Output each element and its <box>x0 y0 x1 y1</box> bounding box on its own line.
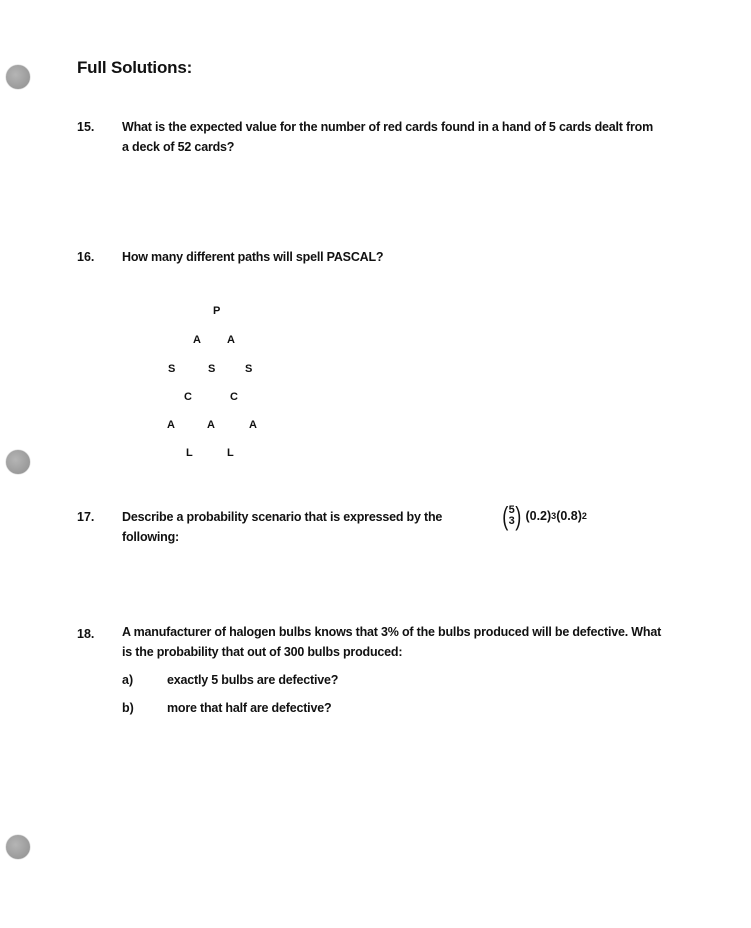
pascal-letter: P <box>213 305 221 317</box>
pascal-letter: L <box>186 447 193 459</box>
subpart-a-text: exactly 5 bulbs are defective? <box>167 673 339 687</box>
binomial-expression <box>501 503 587 529</box>
binder-hole-bottom <box>6 835 30 859</box>
binder-hole-top <box>6 65 30 89</box>
question-18-text: A manufacturer of halogen bulbs knows that 3% of the bulbs produced will be defective. What is the probability that out of 300 bulbs produced: <box>122 625 662 659</box>
subpart-a-label: a) <box>122 673 134 687</box>
question-15-number: 15. <box>77 120 95 134</box>
pascal-letter: A <box>207 419 215 431</box>
question-15-text: What is the expected value for the number of red cards found in a hand of 5 cards dealt from a deck of 52 cards? <box>122 120 654 154</box>
binomial-k: 3 <box>508 515 515 527</box>
success-probability: (0.2) <box>525 509 552 523</box>
page-title: Full Solutions: <box>77 58 193 77</box>
failure-probability: (0.8) <box>556 509 582 523</box>
binomial-coefficient: ( 5 3 ) <box>502 501 522 531</box>
pascal-letter: L <box>227 447 234 459</box>
success-exponent: 3 <box>551 511 557 521</box>
pascal-letter: S <box>245 363 253 375</box>
pascal-letter: S <box>168 363 176 375</box>
pascal-letter: S <box>208 363 216 375</box>
question-17-number: 17. <box>77 510 95 524</box>
binder-hole-middle <box>6 450 30 474</box>
question-18-number: 18. <box>77 627 95 641</box>
pascal-letter: A <box>193 334 201 346</box>
pascal-letter: C <box>230 391 238 403</box>
subpart-b-label: b) <box>122 701 134 715</box>
question-17-text: Describe a probability scenario that is expressed by the following: <box>122 510 443 544</box>
pascal-letter: A <box>227 334 235 346</box>
pascal-letter: A <box>167 419 175 431</box>
question-16-number: 16. <box>77 250 95 264</box>
question-16-text: How many different paths will spell PASCAL? <box>122 250 384 264</box>
pascal-letter: C <box>184 391 192 403</box>
binomial-n: 5 <box>508 504 515 516</box>
pascal-letter: A <box>249 419 257 431</box>
subpart-b-text: more that half are defective? <box>167 701 332 715</box>
failure-exponent: 2 <box>581 511 587 521</box>
